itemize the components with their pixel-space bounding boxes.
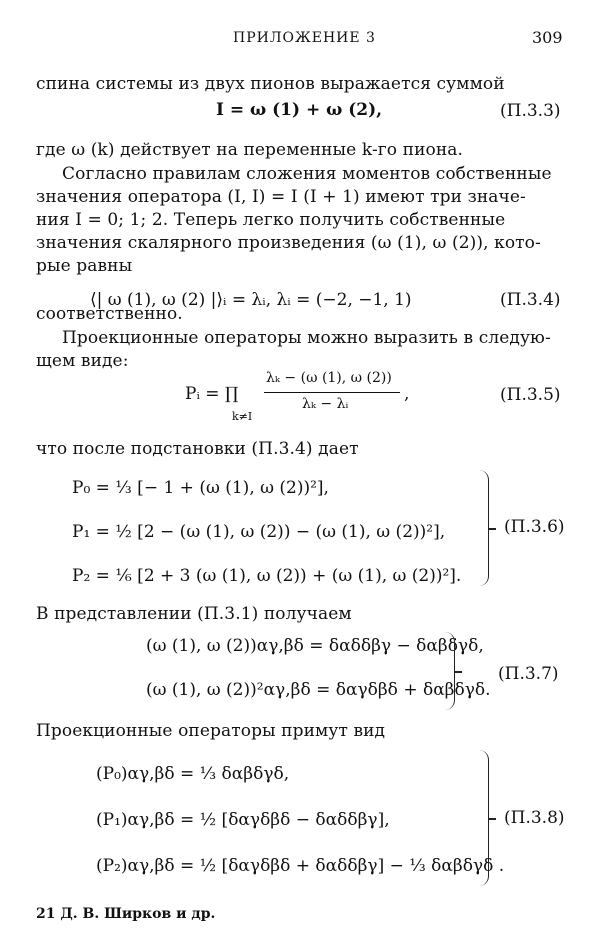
text-line-1: спина системы из двух пионов выражается суммой (36, 74, 505, 94)
equation-3-6-row-1: P₁ = ½ [2 − (ω (1), ω (2)) − (ω (1), ω (2))²], (72, 522, 446, 542)
equation-3-4: ⟨| ω (1), ω (2) |⟩ᵢ = λᵢ, λᵢ = (−2, −1, 1) (90, 290, 412, 310)
equation-brace (478, 470, 489, 586)
equation-3-5-denominator: λₖ − λᵢ (302, 396, 349, 412)
equation-3-8-row-1: (P₁)αγ,βδ = ½ [δαγδβδ − δαδδβγ], (96, 810, 390, 830)
equation-3-5-numerator: λₖ − (ω (1), ω (2)) (266, 370, 392, 386)
equation-3-5 (185, 384, 238, 404)
text-line-4: значения оператора (I, I) = I (I + 1) имеют три значе- (36, 187, 526, 207)
equation-brace (478, 750, 489, 886)
equation-3-5-lhs: Pᵢ = ∏ (185, 384, 239, 404)
equation-3-3 (216, 100, 382, 120)
equation-brace (444, 632, 455, 710)
equation-3-5-comma: , (404, 384, 410, 404)
equation-number-3-7: (П.3.7) (498, 664, 559, 684)
equation-number-3-8: (П.3.8) (504, 808, 565, 828)
text-line-11: что после подстановки (П.3.4) дает (36, 439, 359, 459)
text-line-3: Согласно правилам сложения моментов собственные (62, 164, 552, 184)
equation-3-5-product-index: k≠I (232, 410, 253, 423)
equation-number-3-4: (П.3.4) (500, 290, 561, 310)
equation-3-6-row-0: P₀ = ⅓ [− 1 + (ω (1), ω (2))²], (72, 478, 329, 498)
equation-3-8-row-2: (P₂)αγ,βδ = ½ [δαγδβδ + δαδδβγ] − ⅓ δαβδγδ . (96, 856, 505, 876)
footer-signature: 21 Д. В. Ширков и др. (36, 906, 216, 922)
equation-3-7-row-1: (ω (1), ω (2))²αγ,βδ = δαγδβδ + δαβδγδ. (146, 680, 491, 700)
equation-3-8-row-0: (P₀)αγ,βδ = ⅓ δαβδγδ, (96, 764, 290, 784)
equation-number-3-6: (П.3.6) (504, 517, 565, 537)
equation-3-6-row-2: P₂ = ⅙ [2 + 3 (ω (1), ω (2)) + (ω (1), ω (2))²]. (72, 566, 462, 586)
fraction-bar (264, 392, 400, 393)
text-line-12: В представлении (П.3.1) получаем (36, 604, 352, 624)
text-line-6: значения скалярного произведения (ω (1), ω (2)), кото- (36, 233, 541, 253)
text-line-9: Проекционные операторы можно выразить в следую- (62, 328, 551, 348)
page-number: 309 (532, 28, 563, 47)
text-line-10: щем виде: (36, 351, 129, 371)
text-line-13: Проекционные операторы примут вид (36, 721, 386, 741)
text-line-5: ния I = 0; 1; 2. Теперь легко получить собственные (36, 210, 506, 230)
text-line-8: соответственно. (36, 304, 183, 324)
equation-3-3-formula: I = ω (1) + ω (2), (216, 100, 383, 120)
running-header: ПРИЛОЖЕНИЕ 3 (233, 30, 376, 46)
equation-3-7-row-0: (ω (1), ω (2))αγ,βδ = δαδδβγ − δαβδγδ, (146, 636, 484, 656)
text-line-7: рые равны (36, 256, 133, 276)
equation-number-3-3: (П.3.3) (500, 101, 561, 121)
text-line-2: где ω (k) действует на переменные k-го пиона. (36, 140, 464, 160)
equation-number-3-5: (П.3.5) (500, 385, 561, 405)
